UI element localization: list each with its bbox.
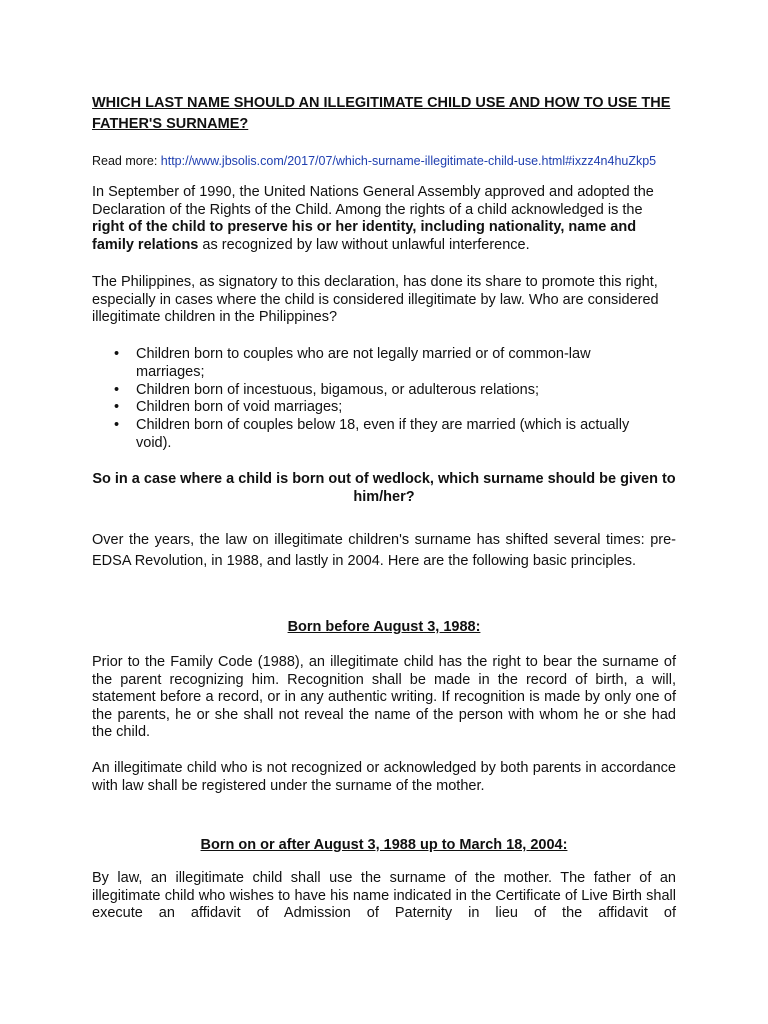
intro-text-after: as recognized by law without unlawful interference. xyxy=(198,236,530,253)
surname-question: So in a case where a child is born out of wedlock, which surname should be given to him/her? xyxy=(92,471,676,505)
section-heading-before-1988: Born before August 3, 1988: xyxy=(287,619,481,635)
section-heading-1988-2004: Born on or after August 3, 1988 up to March 18, 2004: xyxy=(200,837,568,853)
list-item: • Children born of couples below 18, even if they are married (which is actually void). xyxy=(92,417,652,453)
list-item: • Children born of void marriages; xyxy=(92,399,652,417)
document-title: WHICH LAST NAME SHOULD AN ILLEGITIMATE CHILD USE AND HOW TO USE THE FATHER'S SURNAME? xyxy=(92,95,671,132)
section-2-paragraph-1: By law, an illegitimate child shall use the surname of the mother. The father of an illegitimate child who wishes to have his name indicated in the Certificate of Live Birth shall execute an affidavit of Admission of Paternity in lieu of the affidavit of xyxy=(92,870,676,922)
section-1-paragraph-2: An illegitimate child who is not recognized or acknowledged by both parents in accordance with law shall be registered under the surname of the mother. xyxy=(92,760,676,794)
list-item: • Children born to couples who are not legally married or of common-law marriages; xyxy=(92,346,652,382)
illegitimate-children-list xyxy=(92,346,652,453)
intro-bold-text: right of the child to preserve his or her identity, including nationality, name and family relations xyxy=(92,219,637,253)
list-item: • Children born of incestuous, bigamous, or adulterous relations; xyxy=(92,382,652,400)
intro-paragraph xyxy=(92,184,676,254)
law-shift-paragraph: Over the years, the law on illegitimate children's surname has shifted several times: pre-EDSA Revolution, in 1988, and lastly in 2004. Here are the following basic principles. xyxy=(92,532,676,569)
read-more-label: Read more: xyxy=(92,154,161,168)
philippines-paragraph: The Philippines, as signatory to this declaration, has done its share to promote this right, especially in cases where the child is considered illegitimate by law. Who are considered illegitimate children in the Philippines? xyxy=(92,274,659,326)
intro-text-before: In September of 1990, the United Nations General Assembly approved and adopted the Declaration of the Rights of the Child. Among the rights of a child acknowledged is the xyxy=(92,184,654,218)
read-more-line xyxy=(92,153,656,169)
read-more-link[interactable]: http://www.jbsolis.com/2017/07/which-surname-illegitimate-child-use.html#ixzz4n4huZkp5 xyxy=(160,154,657,168)
section-1-paragraph-1: Prior to the Family Code (1988), an illegitimate child has the right to bear the surname of the parent recognizing him. Recognition shall be made in the record of birth, a will, statement before a record, or in any authentic writing. If recognition is made by only one of the parents, he or she shall not reveal the name of the person with whom he or she had the child. xyxy=(92,654,676,741)
